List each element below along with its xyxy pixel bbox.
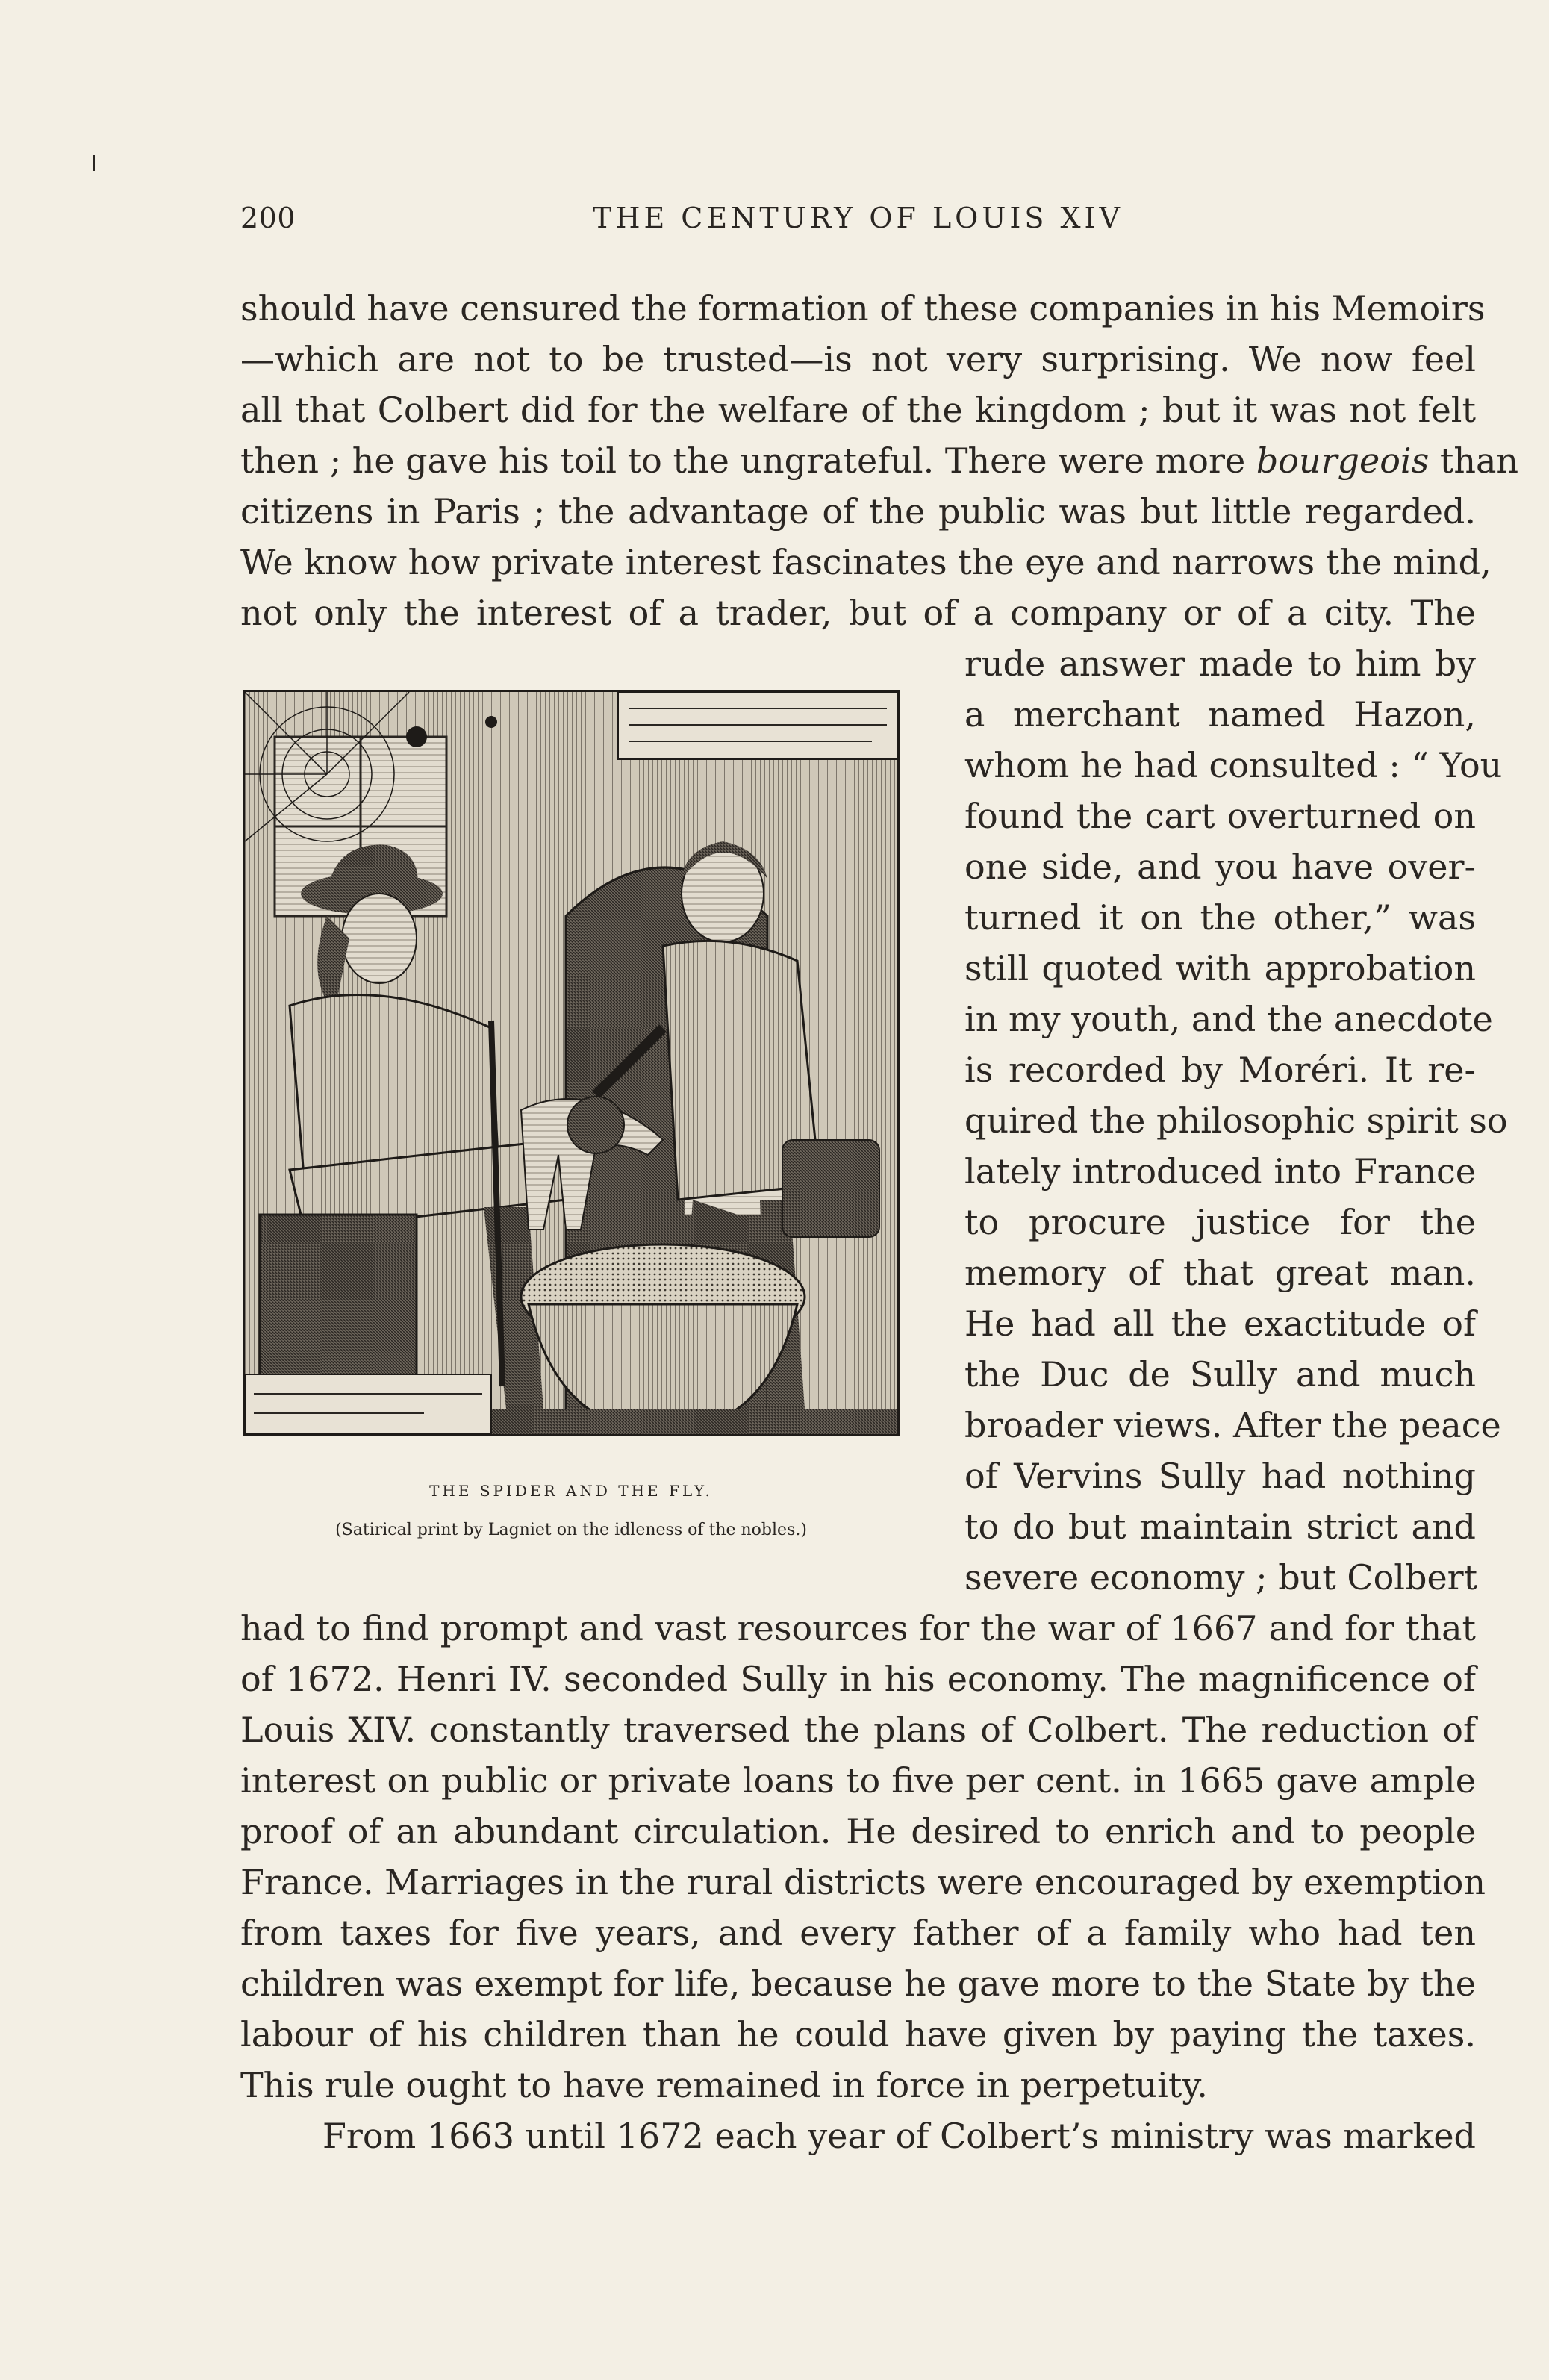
body-line: whom he had consulted : “ You — [964, 745, 1503, 785]
fly — [485, 716, 497, 728]
body-line-paragraph-start: From 1663 until 1672 each year of Colbert’s ministry was marked — [322, 2116, 1476, 2156]
running-title: THE CENTURY OF LOUIS XIV — [593, 202, 1123, 234]
inscription-scroll — [245, 1374, 491, 1434]
body-line: is recorded by Moréri. It re- — [964, 1050, 1476, 1090]
body-line: not only the interest of a trader, but of a company or of a city. The — [240, 593, 1476, 633]
body-line: proof of an abundant circulation. He desired to enrich and to people — [240, 1811, 1476, 1851]
body-line: should have censured the formation of these companies in his Memoirs — [240, 288, 1486, 328]
body-line: Louis XIV. constantly traversed the plans of Colbert. The reduction of — [240, 1710, 1476, 1750]
body-line: broader views. After the peace — [964, 1405, 1501, 1445]
body-line-with-italic — [240, 434, 1519, 487]
body-line: severe economy ; but Colbert — [964, 1557, 1478, 1598]
italic-word: bourgeois — [1256, 440, 1430, 481]
edge-mark — [93, 155, 95, 171]
body-line: in my youth, and the anecdote — [964, 999, 1493, 1039]
body-line: rude answer made to him by — [964, 644, 1476, 684]
body-line: one side, and you have over- — [964, 847, 1476, 887]
body-line: of 1672. Henri IV. seconded Sully in his economy. The magnificence of — [240, 1659, 1476, 1699]
body-line: all that Colbert did for the welfare of the kingdom ; but it was not felt — [240, 390, 1476, 430]
spider-and-fly-engraving — [245, 692, 897, 1434]
body-line-paragraph-end: This rule ought to have remained in force in perpetuity. — [240, 2065, 1208, 2105]
body-line: France. Marriages in the rural districts were encouraged by exemption — [240, 1862, 1486, 1902]
body-line: —which are not to be trusted—is not very surprising. We now feel — [240, 339, 1476, 379]
engraving-plate — [243, 690, 900, 1436]
body-line: memory of that great man. — [964, 1253, 1476, 1293]
spider — [406, 726, 427, 747]
body-line: lately introduced into France — [964, 1151, 1476, 1191]
body-line: turned it on the other,” was — [964, 897, 1476, 938]
body-line: still quoted with approbation — [964, 948, 1476, 988]
figure — [243, 690, 900, 1436]
body-line: He had all the exactitude of — [964, 1303, 1476, 1344]
figure-caption: (Satirical print by Lagniet on the idleness of the nobles.) — [335, 1521, 807, 1539]
body-line: We know how private interest fascinates the eye and narrows the mind, — [240, 542, 1492, 582]
body-line: quired the philosophic spirit so — [964, 1100, 1508, 1141]
body-line: labour of his children than he could have given by paying the taxes. — [240, 2014, 1476, 2055]
body-line: citizens in Paris ; the advantage of the public was but little regarded. — [240, 491, 1476, 532]
page-number: 200 — [240, 202, 296, 234]
body-line: a merchant named Hazon, — [964, 694, 1476, 735]
body-line: interest on public or private loans to five per cent. in 1665 gave ample — [240, 1760, 1476, 1801]
body-line: the Duc de Sully and much — [964, 1354, 1476, 1395]
chair — [260, 1215, 417, 1386]
body-line: children was exempt for life, because he gave more to the State by the — [240, 1963, 1476, 2004]
body-text: than — [1439, 440, 1519, 481]
body-line: of Vervins Sully had nothing — [964, 1456, 1476, 1496]
body-line: had to find prompt and vast resources for the war of 1667 and for that — [240, 1608, 1476, 1648]
page-header — [240, 196, 1476, 240]
body-line: found the cart overturned on — [964, 796, 1476, 836]
body-text: then ; he gave his toil to the ungrateful. There were more — [240, 440, 1246, 481]
body-line: to do but maintain strict and — [964, 1507, 1476, 1547]
body-line: from taxes for five years, and every father of a family who had ten — [240, 1913, 1476, 1953]
money-bag — [567, 1097, 624, 1153]
figure-title: THE SPIDER AND THE FLY. — [429, 1482, 713, 1500]
basket — [782, 1140, 879, 1237]
body-line: to procure justice for the — [964, 1202, 1476, 1242]
noble-face — [342, 894, 417, 983]
